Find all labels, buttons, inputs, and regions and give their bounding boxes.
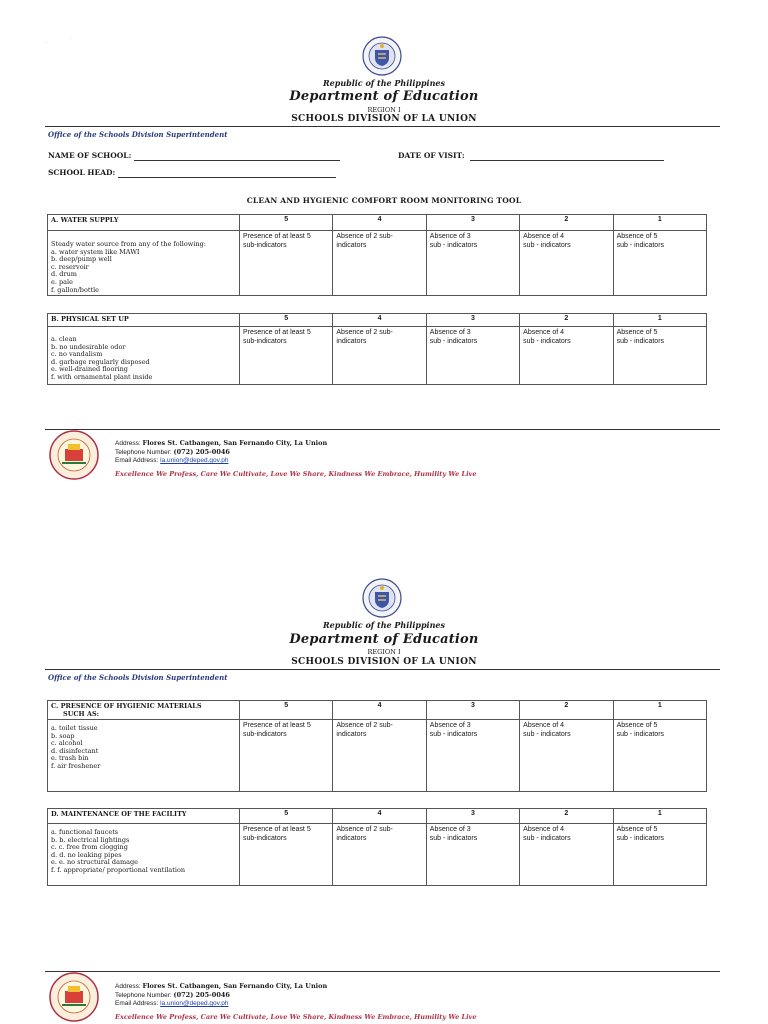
school-name-field[interactable] xyxy=(134,160,340,161)
footer-rule xyxy=(45,971,720,972)
phone-line xyxy=(115,448,327,457)
descriptor-line: Presence of at least 5 xyxy=(243,329,311,336)
score-2: 2 xyxy=(520,314,613,327)
table-header-row xyxy=(48,215,707,231)
sdo-la-union-logo-icon xyxy=(48,429,100,481)
score-2: 2 xyxy=(520,809,613,824)
score-3: 3 xyxy=(426,701,519,720)
descriptor-line: Absence of 5 xyxy=(616,826,658,833)
score-5: 5 xyxy=(240,809,333,824)
list-item: c. no vandalism xyxy=(51,350,103,359)
footer-contact xyxy=(115,439,327,465)
descriptor-cell-5[interactable] xyxy=(240,824,333,886)
phone-label: Telephone Number: xyxy=(115,992,172,999)
score-5: 5 xyxy=(240,215,333,231)
list-item: d. d. no leaking pipes xyxy=(51,850,122,859)
descriptor-cell-5[interactable] xyxy=(240,327,333,385)
division-heading: SCHOOLS DIVISION OF LA UNION xyxy=(291,657,477,667)
list-item: f. air freshener xyxy=(51,761,101,770)
republic-heading: Republic of the Philippines xyxy=(322,620,445,630)
descriptor-cell-2[interactable] xyxy=(520,231,613,296)
list-item: b. deep/pump well xyxy=(51,255,112,264)
descriptor-line: Presence of at least 5 xyxy=(243,722,311,729)
list-item: e. well-drained flooring xyxy=(51,365,128,374)
address-label: Address: xyxy=(115,983,141,990)
descriptor-line: Absence of 3 xyxy=(429,826,471,833)
department-heading: Department of Education xyxy=(289,632,479,647)
sdo-la-union-logo-icon xyxy=(48,971,100,1023)
document-page-2 xyxy=(0,512,768,1024)
list-item: f. with ornamental plant inside xyxy=(51,372,153,381)
tool-title: CLEAN AND HYGIENIC COMFORT ROOM MONITORING TOOL xyxy=(246,196,522,205)
email-link[interactable]: la.union@deped.gov.ph xyxy=(160,457,229,464)
descriptor-cell-1[interactable] xyxy=(613,231,706,296)
office-label: Office of the Schools Division Superintendent xyxy=(48,130,228,139)
descriptor-line: indicators xyxy=(336,338,367,345)
descriptor-line: Absence of 2 sub- xyxy=(336,826,393,833)
section-title: D. MAINTENANCE OF THE FACILITY xyxy=(48,809,240,824)
table-row xyxy=(48,720,707,792)
list-item: c. c. free from clogging xyxy=(51,843,128,852)
indicator-cell xyxy=(48,327,240,385)
descriptor-cell-4[interactable] xyxy=(333,720,426,792)
email-label: Email Address: xyxy=(115,1000,159,1007)
score-2: 2 xyxy=(520,215,613,231)
table-header-row xyxy=(48,314,707,327)
descriptor-line: Absence of 2 sub- xyxy=(336,233,393,240)
descriptor-line: sub - indicators xyxy=(523,731,571,738)
address-label: Address: xyxy=(115,440,141,447)
list-item: b. soap xyxy=(51,731,75,740)
email-line xyxy=(115,457,327,465)
table-row xyxy=(48,327,707,385)
indicator-cell xyxy=(48,824,240,886)
score-1: 1 xyxy=(613,701,706,720)
descriptor-line: indicators xyxy=(336,242,367,249)
score-3: 3 xyxy=(426,314,519,327)
descriptor-line: sub - indicators xyxy=(523,338,571,345)
descriptor-cell-1[interactable] xyxy=(613,327,706,385)
table-row xyxy=(48,824,707,886)
visit-date-label: DATE OF VISIT: xyxy=(398,151,465,160)
descriptor-line: sub-indicators xyxy=(243,338,287,345)
score-4: 4 xyxy=(333,314,426,327)
score-3: 3 xyxy=(426,215,519,231)
list-item: c. reservoir xyxy=(51,262,89,271)
phone-label: Telephone Number: xyxy=(115,449,172,456)
division-heading: SCHOOLS DIVISION OF LA UNION xyxy=(291,114,477,124)
indicator-cell xyxy=(48,720,240,792)
descriptor-cell-3[interactable] xyxy=(426,327,519,385)
list-item: f. f. appropriate/ proportional ventilation xyxy=(51,865,186,874)
indicator-cell xyxy=(48,231,240,296)
scan-speck: · xyxy=(70,36,72,42)
descriptor-line: sub - indicators xyxy=(429,242,478,249)
descriptor-line: Presence of at least 5 xyxy=(243,826,311,833)
descriptor-line: sub - indicators xyxy=(429,835,478,842)
descriptor-line: Absence of 4 xyxy=(523,826,565,833)
header-rule xyxy=(45,126,720,127)
list-item: e. e. no structural damage xyxy=(51,858,139,867)
email-line xyxy=(115,1000,327,1008)
footer-rule xyxy=(45,429,720,430)
indicator-list xyxy=(51,829,236,875)
list-item: b. no undesirable odor xyxy=(51,342,126,351)
descriptor-line: Absence of 5 xyxy=(616,329,658,336)
school-name-label: NAME OF SCHOOL: xyxy=(48,151,132,160)
address-line xyxy=(115,439,327,448)
address-value: Flores St. Catbangen, San Fernando City, La Union xyxy=(142,982,328,990)
republic-heading: Republic of the Philippines xyxy=(322,78,445,88)
descriptor-line: sub - indicators xyxy=(616,338,665,345)
score-5: 5 xyxy=(240,701,333,720)
descriptor-line: sub - indicators xyxy=(523,242,571,249)
section-title-line: C. PRESENCE OF HYGIENIC MATERIALS xyxy=(51,702,202,710)
descriptor-cell-1[interactable] xyxy=(613,720,706,792)
descriptor-cell-2[interactable] xyxy=(520,327,613,385)
descriptor-line: sub - indicators xyxy=(616,731,665,738)
list-item: a. functional faucets xyxy=(51,828,119,836)
indicator-list xyxy=(51,725,236,771)
table-row xyxy=(48,231,707,296)
descriptor-cell-4[interactable] xyxy=(333,327,426,385)
descriptor-line: sub - indicators xyxy=(616,242,665,249)
region-heading: REGION I xyxy=(367,106,401,114)
score-1: 1 xyxy=(613,215,706,231)
list-item: e. trash bin xyxy=(51,754,89,763)
descriptor-line: sub-indicators xyxy=(243,731,287,738)
address-line xyxy=(115,982,327,991)
descriptor-cell-4[interactable] xyxy=(333,824,426,886)
score-2: 2 xyxy=(520,701,613,720)
section-title-line: SUCH AS: xyxy=(63,710,100,718)
descriptor-line: sub - indicators xyxy=(523,835,571,842)
deped-seal-icon xyxy=(362,578,402,618)
descriptor-cell-3[interactable] xyxy=(426,720,519,792)
list-item: a. clean xyxy=(51,335,77,343)
descriptor-line: sub-indicators xyxy=(243,242,287,249)
descriptor-line: Absence of 3 xyxy=(429,329,471,336)
score-4: 4 xyxy=(333,215,426,231)
section-title: B. PHYSICAL SET UP xyxy=(48,314,240,327)
section-title: A. WATER SUPPLY xyxy=(48,215,240,231)
descriptor-line: Absence of 5 xyxy=(616,722,658,729)
list-item: d. drum xyxy=(51,270,77,279)
school-head-field[interactable] xyxy=(118,177,336,178)
descriptor-cell-3[interactable] xyxy=(426,824,519,886)
descriptor-line: sub - indicators xyxy=(429,338,478,345)
hygienic-materials-table xyxy=(47,700,707,792)
list-item: f. gallon/bottle xyxy=(51,285,100,294)
list-item: d. garbage regularly disposed xyxy=(51,357,150,366)
phone-value: (072) 205-0046 xyxy=(173,991,230,999)
descriptor-cell-1[interactable] xyxy=(613,824,706,886)
address-value: Flores St. Catbangen, San Fernando City, La Union xyxy=(142,439,328,447)
list-item: a. water system like MAWI xyxy=(51,247,140,256)
region-heading: REGION I xyxy=(367,648,401,656)
descriptor-cell-3[interactable] xyxy=(426,231,519,296)
score-1: 1 xyxy=(613,314,706,327)
office-label: Office of the Schools Division Superintendent xyxy=(48,673,228,682)
descriptor-cell-2[interactable] xyxy=(520,824,613,886)
descriptor-line: Presence of at least 5 xyxy=(243,233,311,240)
list-item: c. alcohol xyxy=(51,739,83,748)
deped-seal-icon xyxy=(362,36,402,76)
score-4: 4 xyxy=(333,701,426,720)
maintenance-table xyxy=(47,808,707,886)
score-1: 1 xyxy=(613,809,706,824)
descriptor-cell-5[interactable] xyxy=(240,231,333,296)
water-supply-table xyxy=(47,214,707,296)
list-item: a. toilet tissue xyxy=(51,724,98,732)
phone-line xyxy=(115,991,327,1000)
descriptor-line: Absence of 2 sub- xyxy=(336,329,393,336)
motto-text: Excellence We Profess, Care We Cultivate, Love We Share, Kindness We Embrace, Humility We Live xyxy=(115,1013,477,1021)
scan-speck: · xyxy=(45,40,47,46)
department-heading: Department of Education xyxy=(289,89,479,104)
descriptor-line: Absence of 2 sub- xyxy=(336,722,393,729)
motto-text: Excellence We Profess, Care We Cultivate, Love We Share, Kindness We Embrace, Humility We Live xyxy=(115,470,477,478)
table-header-row xyxy=(48,809,707,824)
email-label: Email Address: xyxy=(115,457,159,464)
footer-contact xyxy=(115,982,327,1008)
score-5: 5 xyxy=(240,314,333,327)
descriptor-line: Absence of 4 xyxy=(523,722,565,729)
indicator-intro: Steady water source from any of the following: xyxy=(51,240,206,248)
email-link[interactable]: la.union@deped.gov.ph xyxy=(160,1000,229,1007)
descriptor-line: sub - indicators xyxy=(616,835,665,842)
header-rule xyxy=(45,669,720,670)
list-item: b. b. electrical lightings xyxy=(51,835,130,844)
descriptor-line: Absence of 3 xyxy=(429,722,471,729)
descriptor-line: sub-indicators xyxy=(243,835,287,842)
descriptor-cell-4[interactable] xyxy=(333,231,426,296)
list-item: d. disinfectant xyxy=(51,746,99,755)
table-header-row xyxy=(48,701,707,720)
descriptor-line: indicators xyxy=(336,835,367,842)
physical-setup-table xyxy=(47,313,707,385)
section-title xyxy=(48,701,240,720)
list-item: e. pale xyxy=(51,277,73,286)
score-4: 4 xyxy=(333,809,426,824)
indicator-list xyxy=(51,336,236,382)
descriptor-cell-5[interactable] xyxy=(240,720,333,792)
school-head-label: SCHOOL HEAD: xyxy=(48,168,116,177)
descriptor-line: Absence of 4 xyxy=(523,329,565,336)
visit-date-field[interactable] xyxy=(470,160,664,161)
descriptor-line: Absence of 3 xyxy=(429,233,471,240)
score-3: 3 xyxy=(426,809,519,824)
descriptor-line: Absence of 4 xyxy=(523,233,565,240)
phone-value: (072) 205-0046 xyxy=(173,448,230,456)
descriptor-cell-2[interactable] xyxy=(520,720,613,792)
descriptor-line: indicators xyxy=(336,731,367,738)
descriptor-line: sub - indicators xyxy=(429,731,478,738)
descriptor-line: Absence of 5 xyxy=(616,233,658,240)
